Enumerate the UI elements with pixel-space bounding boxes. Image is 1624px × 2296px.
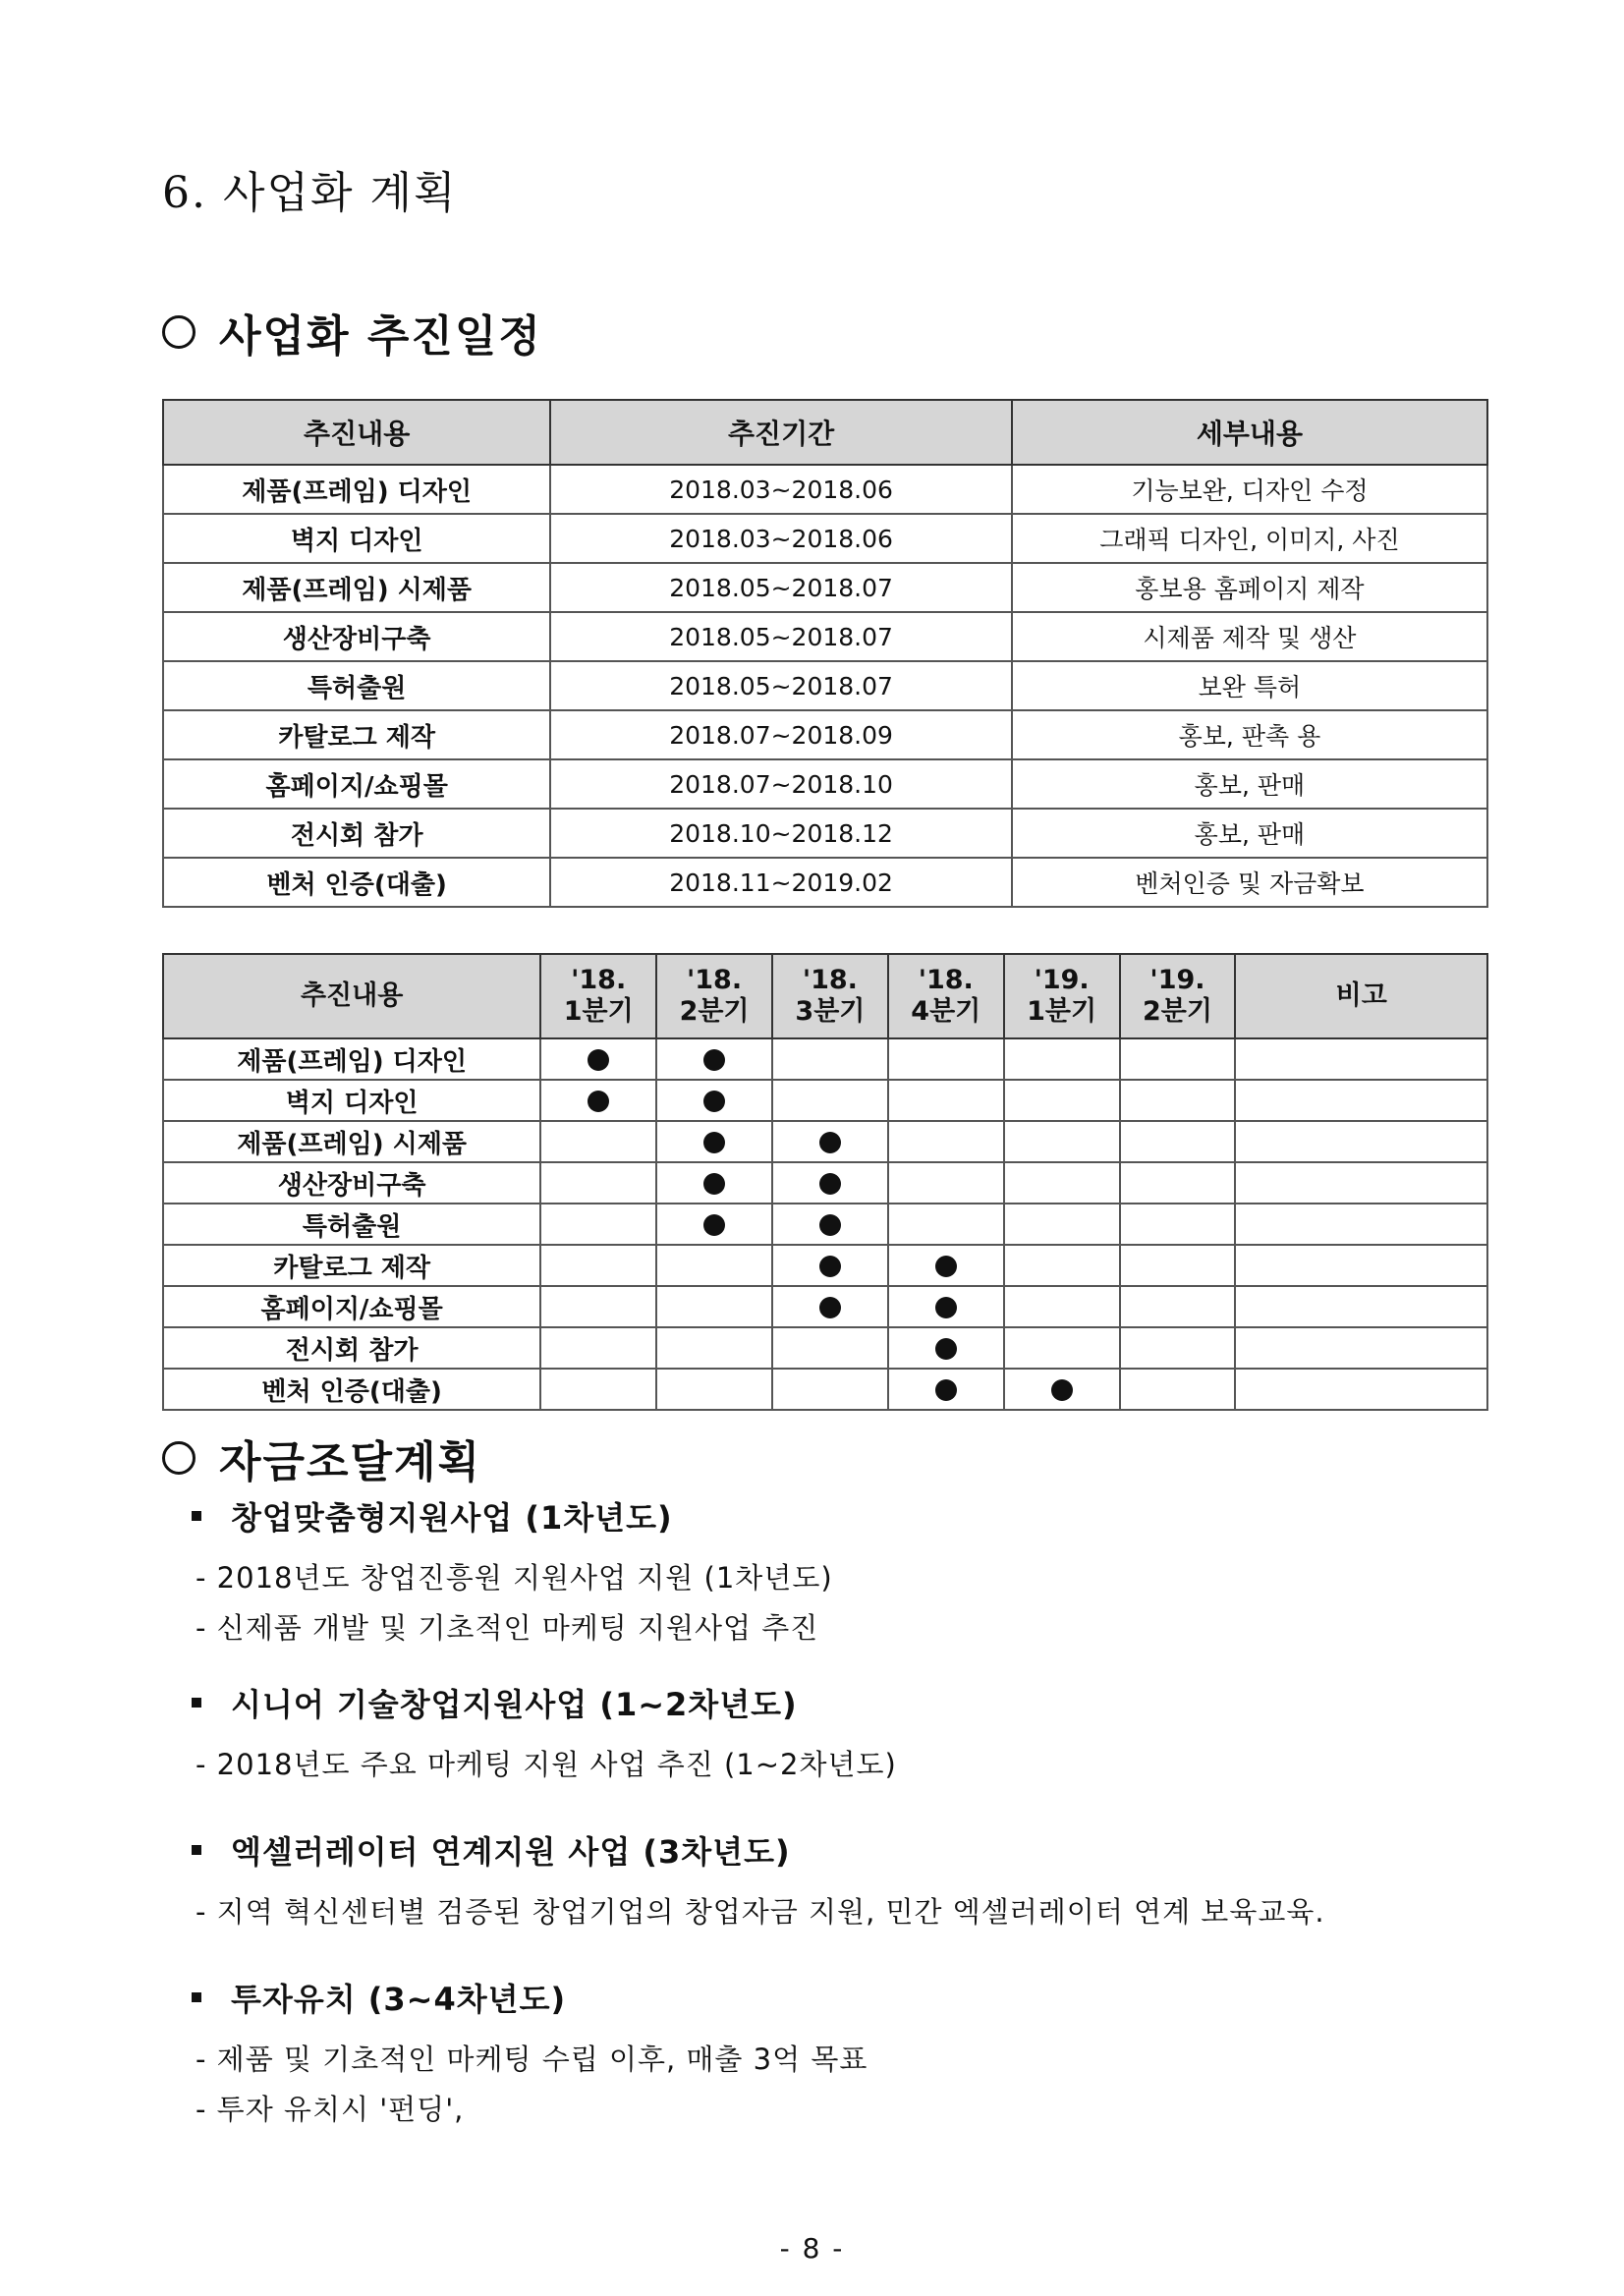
cell-note — [1235, 1286, 1487, 1327]
table-row — [163, 1162, 1487, 1204]
cell-period: 2018.05~2018.07 — [550, 612, 1012, 661]
col-header-quarter — [540, 954, 656, 1038]
cell-note — [1235, 1327, 1487, 1369]
program-detail-line: - 2018년도 창업진흥원 지원사업 지원 (1차년도) — [196, 1561, 833, 1595]
cell-quarter-mark — [540, 1327, 656, 1369]
cell-item: 생산장비구축 — [163, 1162, 540, 1204]
cell-quarter-mark — [656, 1286, 772, 1327]
funding-program — [192, 1827, 1325, 1931]
cell-quarter-mark — [888, 1327, 1004, 1369]
program-title-text: 투자유치 (3~4차년도) — [231, 1981, 567, 2018]
cell-quarter-mark — [888, 1080, 1004, 1121]
table-row — [163, 1121, 1487, 1162]
cell-period: 2018.07~2018.10 — [550, 759, 1012, 809]
quarter-label: 1분기 — [1027, 996, 1097, 1027]
cell-quarter-mark — [1120, 1245, 1236, 1286]
quarter-year: '19. — [1149, 965, 1205, 995]
funding-heading — [162, 1427, 481, 1489]
quarter-label: 3분기 — [795, 996, 866, 1027]
table-row — [163, 1369, 1487, 1410]
cell-quarter-mark — [1004, 1121, 1120, 1162]
col-header-quarter — [772, 954, 888, 1038]
cell-quarter-mark — [656, 1162, 772, 1204]
filled-dot-icon — [819, 1297, 841, 1318]
col-header-period: 추진기간 — [550, 400, 1012, 465]
cell-detail: 홍보, 판매 — [1012, 809, 1487, 858]
cell-note — [1235, 1038, 1487, 1080]
program-title — [192, 1680, 897, 1725]
cell-quarter-mark — [1004, 1369, 1120, 1410]
quarter-year: '18. — [802, 965, 858, 995]
cell-period: 2018.05~2018.07 — [550, 563, 1012, 612]
cell-quarter-mark — [772, 1369, 888, 1410]
cell-quarter-mark — [1120, 1038, 1236, 1080]
filled-dot-icon — [935, 1338, 957, 1360]
col-header-detail: 세부내용 — [1012, 400, 1487, 465]
cell-item: 벽지 디자인 — [163, 514, 550, 563]
cell-quarter-mark — [540, 1080, 656, 1121]
filled-dot-icon — [588, 1049, 609, 1071]
cell-quarter-mark — [888, 1369, 1004, 1410]
cell-item: 생산장비구축 — [163, 612, 550, 661]
funding-program — [192, 1975, 868, 2128]
funding-program — [192, 1680, 897, 1783]
cell-item: 제품(프레임) 시제품 — [163, 1121, 540, 1162]
cell-item: 벤처 인증(대출) — [163, 858, 550, 907]
table-row — [163, 759, 1487, 809]
cell-quarter-mark — [1004, 1327, 1120, 1369]
cell-quarter-mark — [772, 1038, 888, 1080]
cell-quarter-mark — [656, 1327, 772, 1369]
filled-dot-icon — [819, 1173, 841, 1195]
cell-note — [1235, 1162, 1487, 1204]
square-bullet-icon — [192, 1992, 201, 2002]
cell-quarter-mark — [772, 1286, 888, 1327]
table-row — [163, 1080, 1487, 1121]
cell-period: 2018.03~2018.06 — [550, 465, 1012, 514]
cell-quarter-mark — [540, 1286, 656, 1327]
table-row — [163, 514, 1487, 563]
funding-heading-text: 자금조달계획 — [219, 1437, 482, 1487]
cell-detail: 홍보, 판촉 용 — [1012, 710, 1487, 759]
cell-detail: 시제품 제작 및 생산 — [1012, 612, 1487, 661]
schedule-period-table — [162, 399, 1488, 908]
cell-quarter-mark — [772, 1327, 888, 1369]
cell-quarter-mark — [540, 1369, 656, 1410]
col-header-quarter — [1120, 954, 1236, 1038]
cell-quarter-mark — [1004, 1038, 1120, 1080]
cell-item: 전시회 참가 — [163, 1327, 540, 1369]
program-detail-line: - 지역 혁신센터별 검증된 창업기업의 창업자금 지원, 민간 엑셀러레이터 연계 보육교육. — [196, 1895, 1325, 1929]
filled-dot-icon — [935, 1297, 957, 1318]
cell-detail: 홍보, 판매 — [1012, 759, 1487, 809]
cell-detail: 보완 특허 — [1012, 661, 1487, 710]
col-header-note: 비고 — [1235, 954, 1487, 1038]
cell-item: 벽지 디자인 — [163, 1080, 540, 1121]
cell-note — [1235, 1080, 1487, 1121]
cell-quarter-mark — [888, 1245, 1004, 1286]
cell-quarter-mark — [888, 1162, 1004, 1204]
square-bullet-icon — [192, 1698, 201, 1708]
program-title-text: 창업맞춤형지원사업 (1차년도) — [231, 1499, 673, 1537]
program-title-text: 시니어 기술창업지원사업 (1~2차년도) — [231, 1686, 798, 1723]
table-row — [163, 1204, 1487, 1245]
cell-detail: 그래픽 디자인, 이미지, 사진 — [1012, 514, 1487, 563]
filled-dot-icon — [703, 1091, 725, 1112]
cell-quarter-mark — [772, 1204, 888, 1245]
table-row — [163, 858, 1487, 907]
cell-quarter-mark — [772, 1121, 888, 1162]
cell-detail: 기능보완, 디자인 수정 — [1012, 465, 1487, 514]
cell-item: 카탈로그 제작 — [163, 1245, 540, 1286]
table-row — [163, 612, 1487, 661]
table-row — [163, 710, 1487, 759]
filled-dot-icon — [703, 1132, 725, 1153]
cell-period: 2018.03~2018.06 — [550, 514, 1012, 563]
quarter-label: 2분기 — [1143, 996, 1212, 1027]
filled-dot-icon — [588, 1091, 609, 1112]
square-bullet-icon — [192, 1511, 201, 1521]
program-title-text: 엑셀러레이터 연계지원 사업 (3차년도) — [231, 1833, 791, 1871]
quarter-label: 4분기 — [911, 996, 981, 1027]
cell-detail: 벤처인증 및 자금확보 — [1012, 858, 1487, 907]
table-header-row — [163, 954, 1487, 1038]
cell-item: 특허출원 — [163, 1204, 540, 1245]
program-detail-line: - 신제품 개발 및 기초적인 마케팅 지원사업 추진 — [196, 1611, 819, 1645]
col-header-item: 추진내용 — [163, 954, 540, 1038]
filled-dot-icon — [703, 1049, 725, 1071]
quarter-year: '19. — [1034, 965, 1090, 995]
circle-bullet-icon — [162, 315, 196, 349]
quarter-year: '18. — [571, 965, 627, 995]
cell-quarter-mark — [888, 1286, 1004, 1327]
cell-quarter-mark — [1120, 1162, 1236, 1204]
filled-dot-icon — [819, 1214, 841, 1236]
cell-quarter-mark — [772, 1162, 888, 1204]
cell-quarter-mark — [540, 1204, 656, 1245]
filled-dot-icon — [819, 1132, 841, 1153]
cell-period: 2018.11~2019.02 — [550, 858, 1012, 907]
cell-note — [1235, 1245, 1487, 1286]
quarter-label: 1분기 — [563, 996, 634, 1027]
col-header-quarter — [1004, 954, 1120, 1038]
filled-dot-icon — [1051, 1379, 1073, 1401]
cell-quarter-mark — [1120, 1204, 1236, 1245]
cell-note — [1235, 1204, 1487, 1245]
quarter-year: '18. — [918, 965, 974, 995]
table-row — [163, 1327, 1487, 1369]
table-row — [163, 1286, 1487, 1327]
cell-note — [1235, 1369, 1487, 1410]
cell-quarter-mark — [772, 1080, 888, 1121]
filled-dot-icon — [703, 1214, 725, 1236]
cell-quarter-mark — [1120, 1286, 1236, 1327]
cell-quarter-mark — [1004, 1080, 1120, 1121]
filled-dot-icon — [703, 1173, 725, 1195]
table-row — [163, 465, 1487, 514]
cell-quarter-mark — [772, 1245, 888, 1286]
col-header-item: 추진내용 — [163, 400, 550, 465]
cell-item: 홈페이지/쇼핑몰 — [163, 1286, 540, 1327]
cell-item: 홈페이지/쇼핑몰 — [163, 759, 550, 809]
cell-quarter-mark — [656, 1369, 772, 1410]
program-title — [192, 1827, 1325, 1873]
filled-dot-icon — [935, 1256, 957, 1277]
cell-quarter-mark — [540, 1121, 656, 1162]
cell-detail: 홍보용 홈페이지 제작 — [1012, 563, 1487, 612]
cell-quarter-mark — [1004, 1162, 1120, 1204]
quarterly-schedule-table — [162, 953, 1488, 1411]
circle-bullet-icon — [162, 1441, 196, 1475]
cell-note — [1235, 1121, 1487, 1162]
col-header-quarter — [888, 954, 1004, 1038]
section-title: 6. 사업화 계획 — [162, 168, 458, 218]
cell-quarter-mark — [656, 1204, 772, 1245]
program-detail-line: - 투자 유치시 '펀딩', — [196, 2093, 465, 2126]
cell-quarter-mark — [540, 1162, 656, 1204]
table-row — [163, 661, 1487, 710]
filled-dot-icon — [819, 1256, 841, 1277]
page-number: - 8 - — [779, 2232, 845, 2265]
cell-item: 제품(프레임) 시제품 — [163, 563, 550, 612]
cell-item: 전시회 참가 — [163, 809, 550, 858]
cell-period: 2018.05~2018.07 — [550, 661, 1012, 710]
cell-quarter-mark — [1120, 1121, 1236, 1162]
cell-quarter-mark — [1120, 1080, 1236, 1121]
cell-quarter-mark — [1120, 1369, 1236, 1410]
cell-quarter-mark — [540, 1245, 656, 1286]
square-bullet-icon — [192, 1845, 201, 1855]
cell-item: 제품(프레임) 디자인 — [163, 465, 550, 514]
funding-program — [192, 1493, 833, 1647]
table-row — [163, 1038, 1487, 1080]
cell-quarter-mark — [1004, 1245, 1120, 1286]
cell-quarter-mark — [888, 1204, 1004, 1245]
table-row — [163, 563, 1487, 612]
program-detail-line: - 2018년도 주요 마케팅 지원 사업 추진 (1~2차년도) — [196, 1748, 897, 1781]
cell-quarter-mark — [540, 1038, 656, 1080]
schedule-heading — [162, 301, 542, 364]
cell-quarter-mark — [1120, 1327, 1236, 1369]
table-header-row — [163, 400, 1487, 465]
schedule-heading-text: 사업화 추진일정 — [219, 311, 542, 362]
cell-quarter-mark — [1004, 1286, 1120, 1327]
table-row — [163, 809, 1487, 858]
quarter-label: 2분기 — [679, 996, 750, 1027]
cell-period: 2018.10~2018.12 — [550, 809, 1012, 858]
program-title — [192, 1975, 868, 2020]
cell-quarter-mark — [656, 1038, 772, 1080]
cell-quarter-mark — [888, 1121, 1004, 1162]
cell-quarter-mark — [656, 1080, 772, 1121]
cell-item: 카탈로그 제작 — [163, 710, 550, 759]
cell-quarter-mark — [656, 1245, 772, 1286]
cell-item: 벤처 인증(대출) — [163, 1369, 540, 1410]
program-detail-line: - 제품 및 기초적인 마케팅 수립 이후, 매출 3억 목표 — [196, 2043, 868, 2076]
cell-quarter-mark — [656, 1121, 772, 1162]
col-header-quarter — [656, 954, 772, 1038]
cell-quarter-mark — [1004, 1204, 1120, 1245]
quarter-year: '18. — [686, 965, 743, 995]
table-row — [163, 1245, 1487, 1286]
cell-quarter-mark — [888, 1038, 1004, 1080]
cell-item: 제품(프레임) 디자인 — [163, 1038, 540, 1080]
cell-period: 2018.07~2018.09 — [550, 710, 1012, 759]
program-title — [192, 1493, 833, 1539]
cell-item: 특허출원 — [163, 661, 550, 710]
filled-dot-icon — [935, 1379, 957, 1401]
